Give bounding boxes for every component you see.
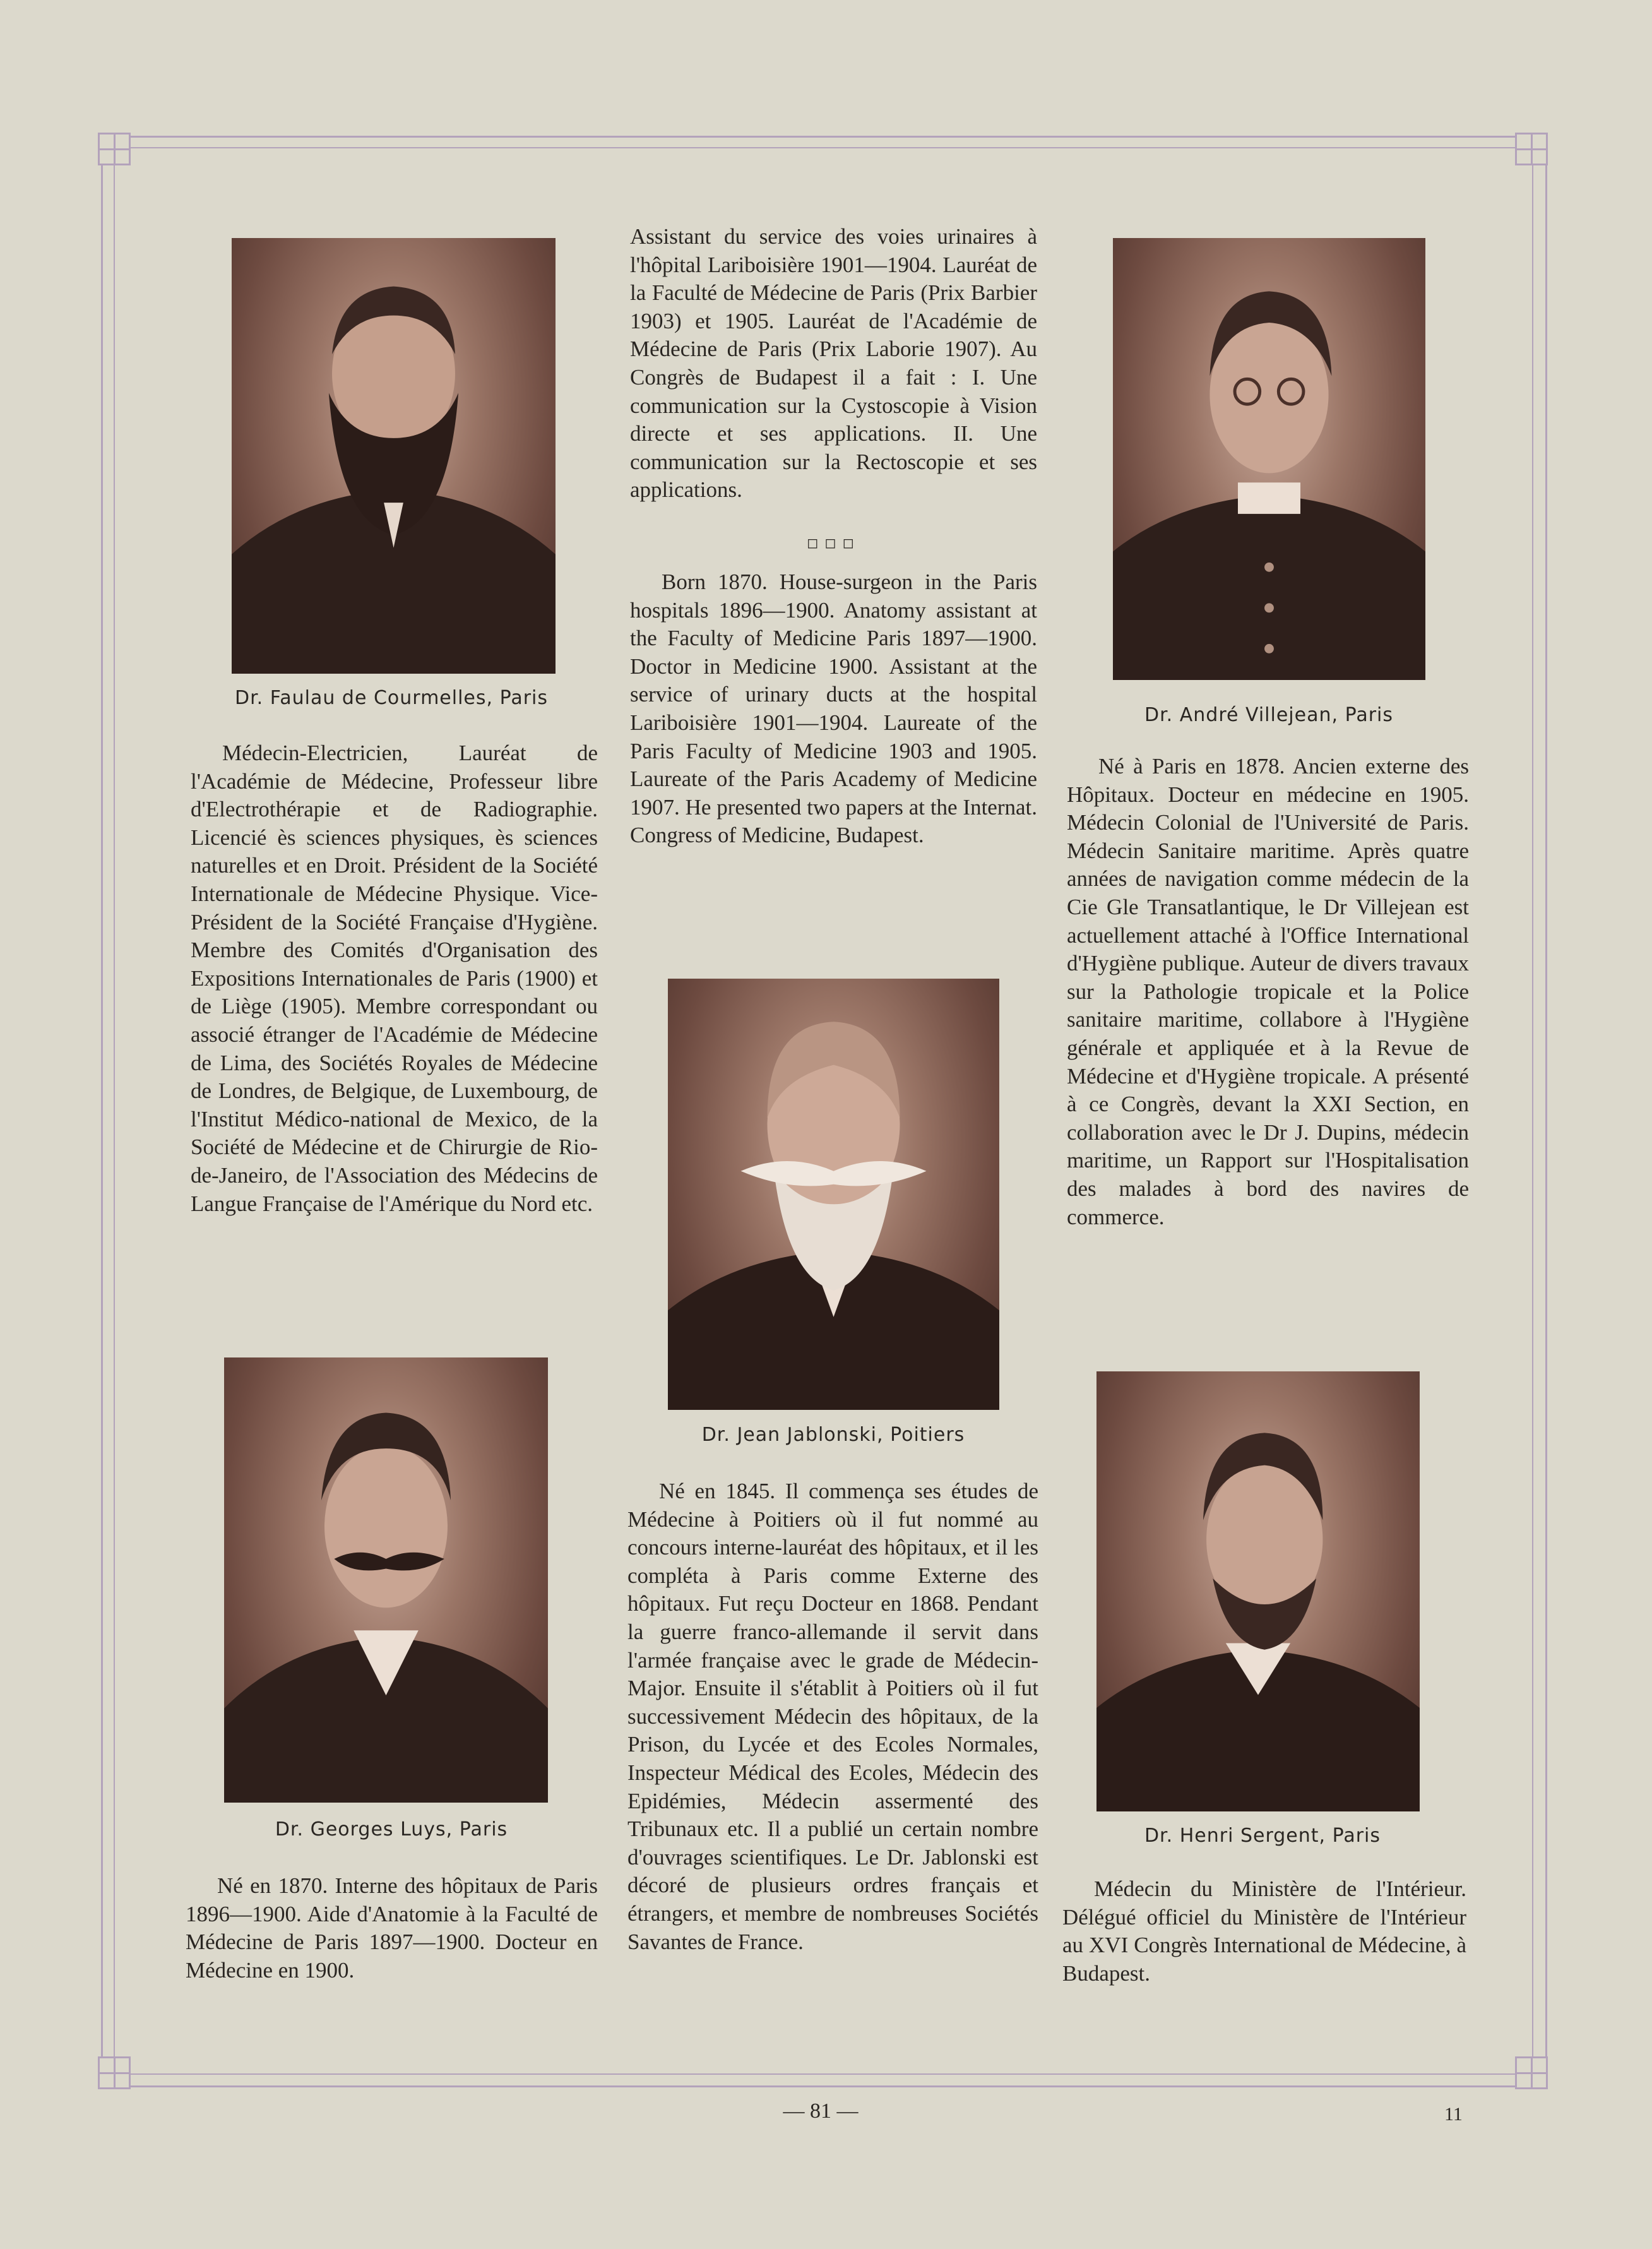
portrait-photo-sergent [1096,1371,1420,1811]
bio-text-luys-english: Born 1870. House-surgeon in the Paris hospitals 1896—1900. Anatomy assistant at the Faculty of Medicine Paris 1897—1900. Doctor in Medicine 1900. Assistant at the service of urinary ducts at the hospital Lariboisière 1901—1904. Laureate of the Paris Faculty of Medicine 1903 and 1905. Laureate of the Paris Academy of Medicine 1907. He presented two papers at the Internat. Congress of Medicine, Budapest. [630,570,1037,848]
bio-text-villejean: Né à Paris en 1878. Ancien externe des Hôpitaux. Docteur en médecine en 1905. Médecin Colonial de l'Université de Paris. Médecin Sanitaire maritime. Après quatre années de navigation comme médecin de la Cie Gle Transatlantique, le Dr Villejean est actuellement attaché à l'Office International d'Hygiène publique. Auteur de divers travaux sur la Pathologie tropicale et la Police sanitaire maritime, collabore à l'Hygiène générale et appliquée et à la Revue de Médecine et d'Hygiène tropicale. A présenté à ce Congrès, devant la XXI Section, en collaboration avec le Dr J. Dupins, médecin maritime, un Rapport sur l'Hospitalisation des malades à bord des navires de commerce. [1067,754,1469,1229]
bio-text-sergent: Médecin du Ministère de l'Intérieur. Délégué officiel du Ministère de l'Intérieur au XVI Congrès International de Médecine, à Budapest. [1062,1876,1466,1986]
portrait-caption-sergent: Dr. Henri Sergent, Paris [1144,1825,1381,1847]
bio-text-luys-continued-fr: Assistant du service des voies urinaires à l'hôpital Lariboisière 1901—1904. Lauréat de la Faculté de Médecine de Paris (Prix Barbier 1903) et 1905. Lauréat de l'Académie de Médecine de Paris (Prix Laborie 1907). Au Congrès de Budapest il a fait : I. Une communication sur la Cystoscopie à Vision directe et ses applications. II. Une communication sur la Rectoscopie et ses applications. [630,224,1037,503]
corner-ornament [1515,133,1548,165]
corner-ornament [98,2056,131,2089]
corner-ornament [98,133,131,165]
corner-ornament [1515,2056,1548,2089]
page-number: — 81 — [783,2099,859,2123]
sheet-number: 11 [1444,2104,1463,2125]
portrait-caption-jablonski: Dr. Jean Jablonski, Poitiers [701,1424,965,1446]
portrait-photo-villejean [1113,238,1425,680]
bio-text-jablonski: Né en 1845. Il commença ses études de Médecine à Poitiers où il fut nommé au concours interne-lauréat des hôpitaux, et il les compléta à Paris comme Externe des hôpitaux. Fut reçu Docteur en 1868. Pendant la guerre franco-allemande il servit dans l'armée française avec le grade de Médecin-Major. Ensuite il s'établit à Poitiers où il fut successivement Médecin des hôpitaux, de la Prison, du Lycée et des Ecoles Normales, Inspecteur Médical des Ecoles, Médecin des Epidémies, Médecin assermenté des Tribunaux etc. Il a publié un certain nombre d'ouvrages scientifiques. Le Dr. Jablonski est décoré de plusieurs ordres français et étrangers, et membre de nombreuses Sociétés Savantes de France. [627,1479,1038,1954]
portrait-photo-jablonski [668,979,999,1410]
section-separator: ◻◻◻ [807,535,860,551]
portrait-caption-faulau: Dr. Faulau de Courmelles, Paris [234,687,548,709]
portrait-photo-faulau [232,238,556,674]
bio-text-faulau: Médecin-Electricien, Lauréat de l'Académie de Médecine, Professeur libre d'Electrothérapie et de Radiographie. Licencié ès sciences physiques, ès sciences naturelles et en Droit. Président de la Société Internationale de Médecine Physique. Vice-Président de la Société Française d'Hygiène. Membre des Comités d'Organisation des Expositions Internationales de Paris (1900) et de Liège (1905). Membre correspondant ou associé étranger de l'Académie de Médecine de Lima, des Sociétés Royales de Médecine de Londres, de Belgique, de Luxembourg, de l'Institut Médico-national de Mexico, de la Société de Médecine et de Chirurgie de Rio-de-Janeiro, de l'Association des Médecins de Langue Française de l'Amérique du Nord etc. [191,741,598,1216]
portrait-photo-luys [224,1357,548,1803]
portrait-caption-luys: Dr. Georges Luys, Paris [275,1818,508,1840]
bio-text-luys: Né en 1870. Interne des hôpitaux de Paris 1896—1900. Aide d'Anatomie à la Faculté de Médecine de Paris 1897—1900. Docteur en Médecine en 1900. [186,1873,598,1983]
portrait-caption-villejean: Dr. André Villejean, Paris [1144,704,1393,726]
